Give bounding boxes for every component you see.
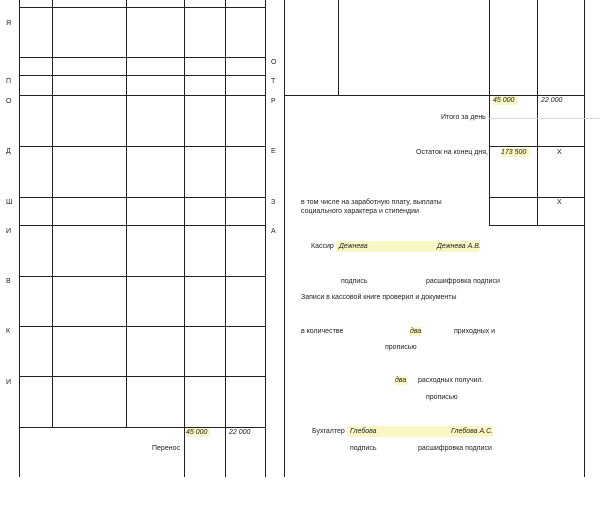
grid-line bbox=[537, 0, 538, 226]
stitch-letter: Е bbox=[271, 148, 276, 155]
decoding-caption: расшифровка подписи bbox=[426, 278, 500, 285]
stitch-letter: И bbox=[6, 379, 12, 386]
grid-line bbox=[284, 95, 585, 96]
carry-value-1: 45 000 bbox=[186, 428, 210, 437]
stitch-letter: П bbox=[6, 78, 12, 85]
stitch-letter: Д bbox=[6, 148, 11, 155]
total-value-1: 45 000 bbox=[493, 96, 517, 105]
grid-line bbox=[19, 376, 266, 377]
carry-label: Перенос bbox=[152, 445, 180, 452]
grid-line bbox=[489, 146, 585, 147]
grid-line bbox=[19, 57, 266, 58]
stitch-letter: Т bbox=[271, 78, 276, 85]
grid-line bbox=[19, 276, 266, 277]
stitch-letter: О bbox=[271, 59, 277, 66]
grid-line bbox=[19, 326, 266, 327]
stitch-letter: Я bbox=[6, 20, 12, 27]
grid-line bbox=[19, 0, 20, 477]
accountant-signature: Глебова bbox=[350, 428, 377, 435]
salary-text: в том числе на заработную плату, выплаты социального характера и стипендии bbox=[301, 199, 442, 215]
stitch-letter: А bbox=[271, 228, 276, 235]
grid-line bbox=[52, 0, 53, 427]
balance-x: X bbox=[557, 149, 562, 156]
balance-value: 173 500 bbox=[501, 148, 529, 157]
balance-label: Остаток на конец дня, bbox=[416, 149, 488, 156]
signature-caption: подпись bbox=[341, 278, 368, 285]
outgoing-label: расходных получил. bbox=[418, 377, 484, 384]
grid-line bbox=[19, 146, 266, 147]
stitch-letter: К bbox=[6, 328, 11, 335]
stitch-letter: Ш bbox=[6, 199, 13, 206]
in-words-caption: прописью bbox=[385, 344, 417, 351]
grid-line bbox=[225, 0, 226, 477]
grid-line bbox=[489, 197, 585, 198]
grid-line bbox=[584, 0, 585, 477]
grid-line bbox=[19, 75, 266, 76]
accountant-name: Глебова А.С. bbox=[451, 428, 494, 435]
grid-line bbox=[19, 95, 266, 96]
total-value-2: 22 000 bbox=[541, 97, 563, 104]
qty-incoming-value: два bbox=[410, 328, 422, 335]
total-label: Итого за день bbox=[441, 114, 486, 121]
grid-line bbox=[489, 225, 585, 226]
in-words-caption-2: прописью bbox=[426, 394, 458, 401]
cashier-name: Дежнева А.В. bbox=[437, 243, 481, 250]
qty-label: в количестве bbox=[301, 328, 344, 335]
grid-line bbox=[184, 0, 185, 477]
incoming-label: приходных и bbox=[454, 328, 496, 335]
accountant-label: Бухгалтер bbox=[312, 428, 345, 435]
carry-value-2: 22 000 bbox=[229, 429, 251, 436]
stitch-letter: В bbox=[6, 278, 11, 285]
signature-caption-2: подпись bbox=[350, 445, 377, 452]
records-text: Записи в кассовой книге проверил и документы bbox=[301, 294, 457, 301]
stitch-letter: И bbox=[6, 228, 12, 235]
stitch-letter: О bbox=[6, 98, 12, 105]
grid-line bbox=[338, 0, 339, 95]
grid-line bbox=[126, 0, 127, 427]
grid-line bbox=[284, 0, 285, 477]
grid-line bbox=[19, 197, 266, 198]
grid-line bbox=[19, 225, 266, 226]
qty-outgoing-value: два bbox=[395, 377, 407, 384]
grid-line bbox=[265, 0, 266, 477]
cell-border bbox=[489, 118, 600, 119]
grid-line bbox=[19, 7, 266, 8]
grid-line bbox=[489, 0, 490, 226]
stitch-letter: З bbox=[271, 199, 276, 206]
salary-x: X bbox=[557, 199, 562, 206]
cashier-label: Кассир bbox=[311, 243, 334, 250]
stitch-letter: Р bbox=[271, 98, 276, 105]
decoding-caption-2: расшифровка подписи bbox=[418, 445, 492, 452]
cashier-signature: Дежнева bbox=[339, 243, 368, 250]
